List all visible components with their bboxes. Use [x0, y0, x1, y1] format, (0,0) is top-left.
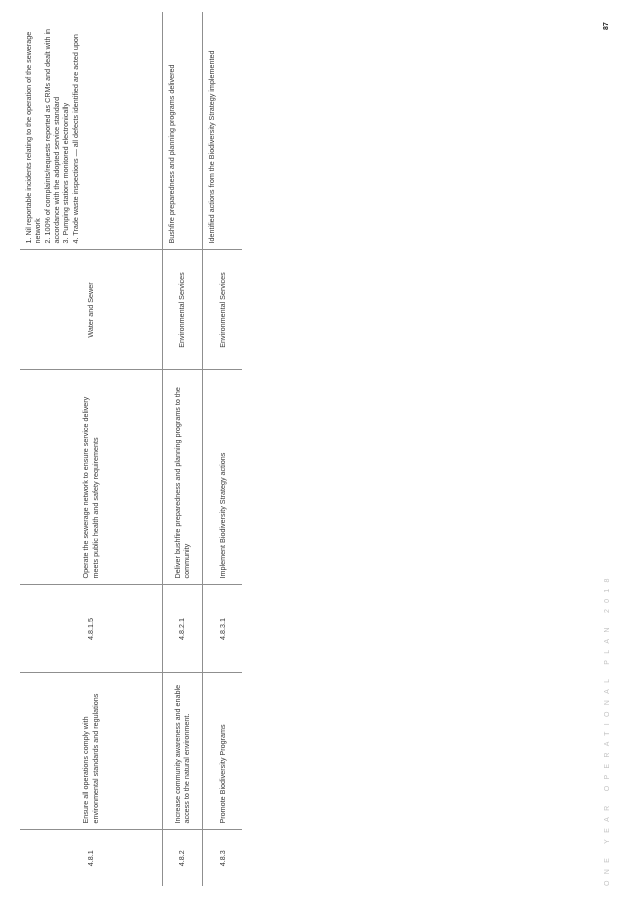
objective-text: Promote Biodiversity Programs — [202, 673, 242, 830]
responsibility: Environmental Services — [202, 250, 242, 370]
action-text: Operate the sewerage network to ensure service delivery meets public health and safety requirements — [20, 370, 162, 585]
action-code: 4.8.3.1 — [202, 585, 242, 673]
objective-text: Ensure all operations comply with environmental standards and regulations — [20, 673, 162, 830]
footer-title: ONE YEAR OPERATIONAL PLAN 2018 — [604, 572, 611, 886]
action-code: 4.8.2.1 — [162, 585, 202, 673]
performance-measure: Bushfire preparedness and planning programs delivered — [162, 12, 202, 250]
objective-code: 4.8.3 — [202, 830, 242, 886]
action-text: Deliver bushfire preparedness and planning programs to the community — [162, 370, 202, 585]
operational-plan-table — [20, 12, 242, 886]
table-row — [162, 12, 202, 886]
performance-measure: 1. Nil reportable incidents relating to the operation of the sewerage network 2. 100% of complaints/requests reported as CRMs and dealt with in accordance with the adopted service standard 3. Pumping stations monitored electronically 4. Trade waste inspections — all defects identified are acted upon — [20, 12, 162, 250]
objective-text: Increase community awareness and enable access to the natural environment. — [162, 673, 202, 830]
responsibility: Water and Sewer — [20, 250, 162, 370]
performance-measure: Identified actions from the Biodiversity Strategy implemented — [206, 50, 216, 244]
table-row — [20, 12, 162, 886]
action-code: 4.8.1.5 — [20, 585, 162, 673]
table-row — [202, 12, 242, 886]
objective-code: 4.8.2 — [162, 830, 202, 886]
page-number: 87 — [603, 22, 610, 30]
responsibility: Environmental Services — [162, 250, 202, 370]
action-text: Implement Biodiversity Strategy actions — [202, 370, 242, 585]
objective-code: 4.8.1 — [20, 830, 162, 886]
